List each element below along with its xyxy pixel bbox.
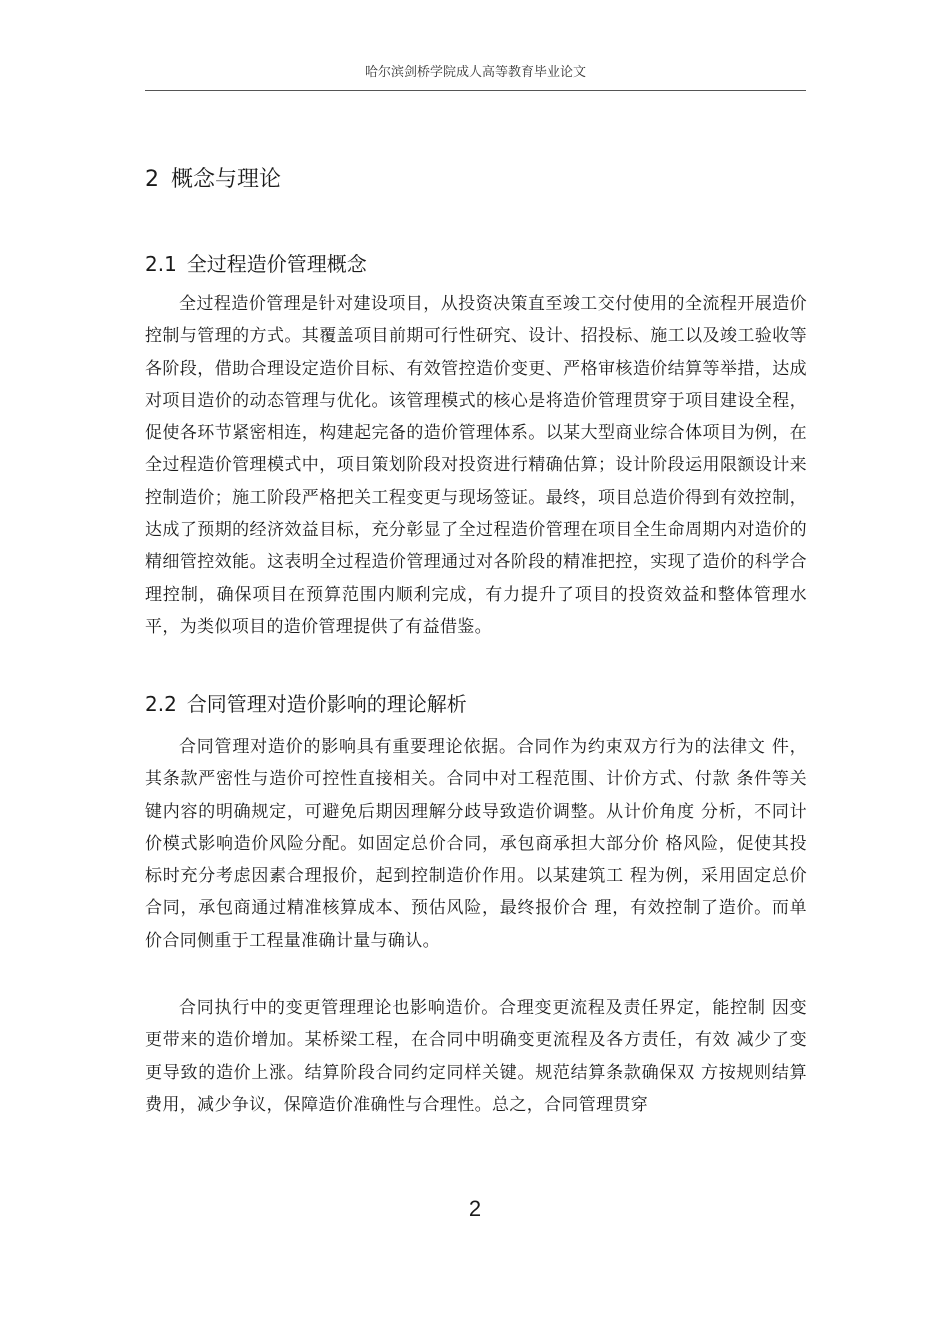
section-2-2-paragraph-2: 合同执行中的变更管理理论也影响造价。合理变更流程及责任界定，能控制 因变更带来的造价增加。某桥梁工程，在合同中明确变更流程及各方责任，有效 减少了变更导致的造价上涨。结算阶段合同约定同样关键。规范结算条款确保双 方按规则结算费用，减少争议，保障造价准确性与合理性。总之，合同管理贯穿 — [145, 998, 807, 1115]
section-2-1-paragraph: 全过程造价管理是针对建设项目，从投资决策直至竣工交付使用的全流程开展造价控制与管理的方式。其覆盖项目前期可行性研究、设计、招投标、施工以及竣工验收等各阶段，借助合理设定造价目标、有效管控造价变更、严格审核造价结算等举措，达成对项目造价的动态管理与优化。该管理模式的核心是将造价管理贯穿于项目建设全程，促使各环节紧密相连，构建起完备的造价管理体系。以某大型商业综合体项目为例，在全过程造价管理模式中，项目策划阶段对投资进行精确估算；设计阶段运用限额设计来控制造价；施工阶段严格把关工程变更与现场签证。最终，项目总造价得到有效控制，达成了预期的经济效益目标，充分彰显了全过程造价管理在项目全生命周期内对造价的精细管控效能。这表明全过程造价管理通过对各阶段的精准把控，实现了造价的科学合理控制，确保项目在预算范围内顺利完成，有力提升了项目的投资效益和整体管理水平，为类似项目的造价管理提供了有益借鉴。 — [145, 294, 807, 637]
chapter-heading — [145, 162, 281, 198]
section-number: 2.2 — [145, 692, 177, 716]
page-number: 2 — [468, 1196, 482, 1221]
chapter-number: 2 — [145, 167, 159, 192]
section-title: 合同管理对造价影响的理论解析 — [186, 692, 467, 716]
section-heading-2-1 — [145, 248, 367, 280]
section-2-2-paragraph-1: 合同管理对造价的影响具有重要理论依据。合同作为约束双方行为的法律文 件，其条款严密性与造价可控性直接相关。合同中对工程范围、计价方式、付款 条件等关键内容的明确规定，可避免后期因理解分歧导致造价调整。从计价角度 分析，不同计价模式影响造价风险分配。如固定总价合同，承包商承担大部分价 格风险，促使其投标时充分考虑因素合理报价，起到控制造价作用。以某建筑工 程为例，采用固定总价合同，承包商通过精准核算成本、预估风险，最终报价合 理，有效控制了造价。而单价合同侧重于工程量准确计量与确认。 — [145, 737, 807, 951]
section-heading-2-2 — [145, 688, 467, 720]
chapter-title: 概念与理论 — [171, 167, 282, 192]
section-title: 全过程造价管理概念 — [186, 252, 367, 276]
running-header: 哈尔滨剑桥学院成人高等教育毕业论文 — [145, 60, 806, 91]
section-number: 2.1 — [145, 252, 177, 276]
